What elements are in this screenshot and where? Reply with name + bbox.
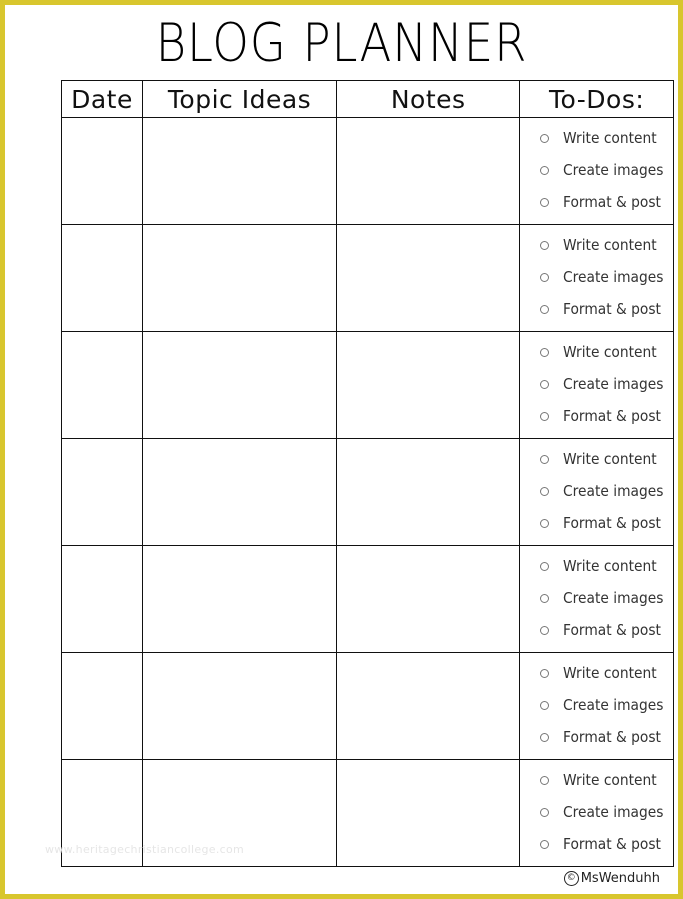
notes-cell[interactable] [337,546,520,653]
todo-label: Write content [563,664,657,682]
todo-label: Write content [563,557,657,575]
checkbox-circle-icon[interactable] [540,348,549,357]
checkbox-circle-icon[interactable] [540,733,549,742]
todo-item[interactable] [520,721,673,753]
checkbox-circle-icon[interactable] [540,519,549,528]
todo-label: Create images [563,375,664,393]
todos-cell [520,439,674,546]
notes-column-header: Notes [337,81,520,118]
checkbox-circle-icon[interactable] [540,273,549,282]
todos-cell [520,118,674,225]
checkbox-circle-icon[interactable] [540,808,549,817]
todo-label: Create images [563,696,664,714]
planner-row [62,225,674,332]
todo-item[interactable] [520,796,673,828]
todo-label: Create images [563,482,664,500]
todos-cell [520,653,674,760]
checkbox-circle-icon[interactable] [540,669,549,678]
todo-label: Create images [563,589,664,607]
planner-row [62,439,674,546]
planner-row [62,118,674,225]
topic-ideas-cell[interactable] [142,653,336,760]
checkbox-circle-icon[interactable] [540,840,549,849]
topic-ideas-column-header: Topic Ideas [142,81,336,118]
todos-column-header: To-Dos: [520,81,674,118]
notes-cell[interactable] [337,760,520,867]
todos-cell [520,760,674,867]
todo-label: Write content [563,129,657,147]
topic-ideas-cell[interactable] [142,439,336,546]
page-title: BLOG PLANNER [155,13,528,74]
notes-cell[interactable] [337,225,520,332]
todos-cell [520,225,674,332]
todo-item[interactable] [520,550,673,582]
todo-label: Format & post [563,728,662,746]
todo-list [520,225,673,325]
todo-item[interactable] [520,475,673,507]
topic-ideas-cell[interactable] [142,225,336,332]
author-name: MsWenduhh [580,871,660,886]
todo-label: Create images [563,803,664,821]
topic-ideas-cell[interactable] [142,332,336,439]
todo-item[interactable] [520,154,673,186]
date-column-header: Date [62,81,143,118]
todo-item[interactable] [520,689,673,721]
todo-label: Format & post [563,300,662,318]
checkbox-circle-icon[interactable] [540,412,549,421]
date-cell[interactable] [62,332,143,439]
planner-row [62,653,674,760]
notes-cell[interactable] [337,332,520,439]
todo-label: Format & post [563,835,662,853]
checkbox-circle-icon[interactable] [540,455,549,464]
todo-item[interactable] [520,186,673,218]
todo-label: Write content [563,236,657,254]
todo-item[interactable] [520,614,673,646]
todo-list [520,118,673,218]
checkbox-circle-icon[interactable] [540,562,549,571]
todo-label: Format & post [563,514,662,532]
todo-label: Format & post [563,407,662,425]
todo-item[interactable] [520,582,673,614]
todo-item[interactable] [520,368,673,400]
todo-item[interactable] [520,764,673,796]
todo-label: Write content [563,771,657,789]
checkbox-circle-icon[interactable] [540,487,549,496]
todo-list [520,546,673,646]
todos-cell [520,332,674,439]
todo-item[interactable] [520,400,673,432]
date-cell[interactable] [62,118,143,225]
notes-cell[interactable] [337,439,520,546]
topic-ideas-cell[interactable] [142,546,336,653]
date-cell[interactable] [62,653,143,760]
todo-list [520,653,673,753]
todo-label: Format & post [563,621,662,639]
todo-item[interactable] [520,507,673,539]
todo-list [520,760,673,860]
todo-list [520,439,673,539]
todo-item[interactable] [520,261,673,293]
todo-item[interactable] [520,443,673,475]
planner-row [62,546,674,653]
checkbox-circle-icon[interactable] [540,134,549,143]
todo-item[interactable] [520,336,673,368]
date-cell[interactable] [62,225,143,332]
copyright-icon: © [564,871,579,886]
checkbox-circle-icon[interactable] [540,241,549,250]
notes-cell[interactable] [337,653,520,760]
todo-label: Format & post [563,193,662,211]
checkbox-circle-icon[interactable] [540,776,549,785]
planner-row [62,332,674,439]
copyright-footer [564,871,660,886]
todo-label: Write content [563,343,657,361]
todo-item[interactable] [520,828,673,860]
planner-table [61,80,674,867]
checkbox-circle-icon[interactable] [540,380,549,389]
header-row [62,81,674,118]
watermark: www.heritagechristiancollege.com [45,843,245,856]
checkbox-circle-icon[interactable] [540,198,549,207]
checkbox-circle-icon[interactable] [540,626,549,635]
notes-cell[interactable] [337,118,520,225]
checkbox-circle-icon[interactable] [540,166,549,175]
todo-label: Create images [563,268,664,286]
topic-ideas-cell[interactable] [142,118,336,225]
date-cell[interactable] [62,546,143,653]
todo-label: Write content [563,450,657,468]
date-cell[interactable] [62,439,143,546]
todo-label: Create images [563,161,664,179]
todo-item[interactable] [520,293,673,325]
todo-list [520,332,673,432]
checkbox-circle-icon[interactable] [540,305,549,314]
checkbox-circle-icon[interactable] [540,594,549,603]
todo-item[interactable] [520,657,673,689]
todo-item[interactable] [520,229,673,261]
todo-item[interactable] [520,122,673,154]
todos-cell [520,546,674,653]
checkbox-circle-icon[interactable] [540,701,549,710]
